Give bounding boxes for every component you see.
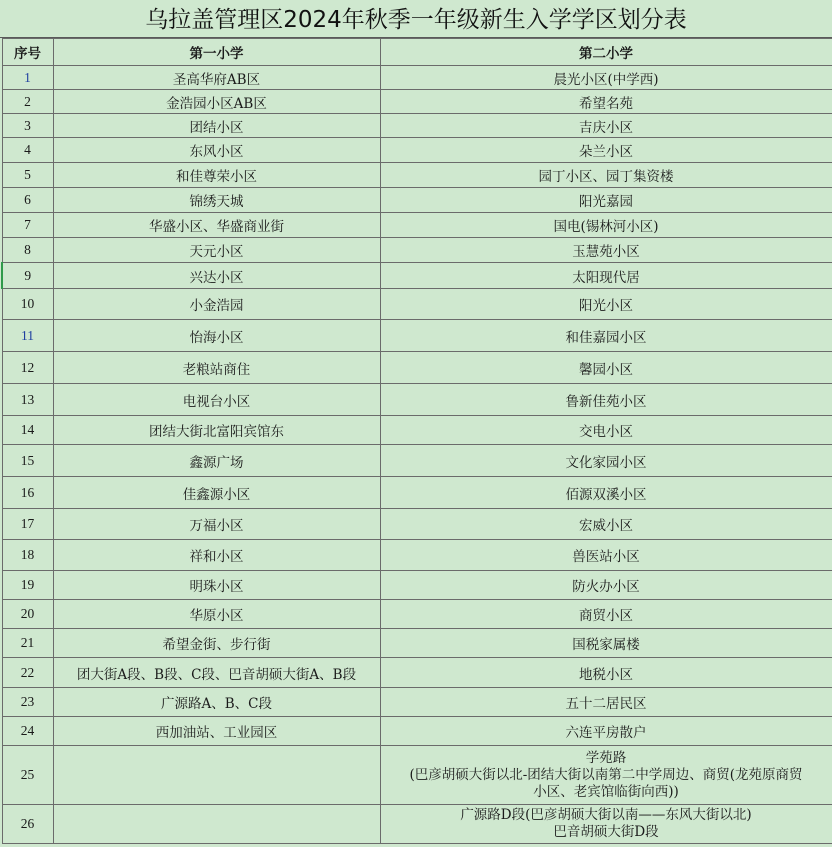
cell-school1[interactable]: 团结小区	[53, 114, 380, 138]
cell-school2[interactable]: 阳光小区	[380, 289, 832, 320]
table-row	[2, 805, 832, 844]
district-table	[1, 38, 832, 844]
cell-school1[interactable]: 广源路A、B、C段	[53, 688, 380, 717]
cell-no[interactable]: 15	[2, 445, 53, 477]
header-school2[interactable]: 第二小学	[380, 39, 832, 66]
cell-no[interactable]: 13	[2, 384, 53, 416]
table-row	[2, 600, 832, 629]
cell-school2[interactable]: 馨园小区	[380, 352, 832, 384]
cell-school2-line: 小区、老宾馆临街向西))	[533, 783, 679, 800]
cell-school1[interactable]: 金浩园小区AB区	[53, 90, 380, 114]
cell-no[interactable]: 26	[2, 805, 53, 844]
cell-school1[interactable]: 和佳尊荣小区	[53, 163, 380, 188]
cell-school1[interactable]: 怡海小区	[53, 320, 380, 352]
cell-school1[interactable]: 东风小区	[53, 138, 380, 163]
table-row	[2, 717, 832, 746]
cell-no[interactable]: 2	[2, 90, 53, 114]
cell-no[interactable]: 14	[2, 416, 53, 445]
table-row	[2, 114, 832, 138]
cell-school1[interactable]: 佳鑫源小区	[53, 477, 380, 509]
cell-school1[interactable]: 鑫源广场	[53, 445, 380, 477]
cell-no[interactable]: 4	[2, 138, 53, 163]
table-row	[2, 445, 832, 477]
cell-school2[interactable]	[380, 746, 832, 805]
cell-school1[interactable]: 兴达小区	[53, 263, 380, 289]
cell-school2[interactable]: 朵兰小区	[380, 138, 832, 163]
cell-school2[interactable]: 宏威小区	[380, 509, 832, 540]
table-row	[2, 66, 832, 90]
table-row	[2, 138, 832, 163]
cell-school1[interactable]: 万福小区	[53, 509, 380, 540]
cell-no[interactable]: 6	[2, 188, 53, 213]
cell-school2-line: 广源路D段(巴彦胡硕大街以南——东风大街以北)	[460, 807, 752, 823]
cell-school1[interactable]: 明珠小区	[53, 571, 380, 600]
cell-no[interactable]: 25	[2, 746, 53, 805]
cell-no[interactable]: 11	[2, 320, 53, 352]
cell-school1[interactable]: 华盛小区、华盛商业街	[53, 213, 380, 238]
cell-school1[interactable]: 祥和小区	[53, 540, 380, 571]
cell-no[interactable]: 8	[2, 238, 53, 263]
table-row	[2, 384, 832, 416]
cell-school1[interactable]: 西加油站、工业园区	[53, 717, 380, 746]
table-row	[2, 477, 832, 509]
cell-school1[interactable]: 老粮站商住	[53, 352, 380, 384]
cell-school2[interactable]	[380, 805, 832, 844]
table-row	[2, 509, 832, 540]
cell-no[interactable]: 7	[2, 213, 53, 238]
cell-school1[interactable]	[53, 746, 380, 805]
cell-school2[interactable]: 五十二居民区	[380, 688, 832, 717]
sheet-title: 乌拉盖管理区2024年秋季一年级新生入学学区划分表	[0, 0, 832, 38]
table-row	[2, 188, 832, 213]
cell-no[interactable]: 22	[2, 658, 53, 688]
cell-no[interactable]: 18	[2, 540, 53, 571]
cell-school2[interactable]: 文化家园小区	[380, 445, 832, 477]
table-row	[2, 688, 832, 717]
cell-school1[interactable]: 小金浩园	[53, 289, 380, 320]
cell-school2[interactable]: 佰源双溪小区	[380, 477, 832, 509]
cell-school2-line: 学苑路	[585, 749, 627, 766]
cell-school2[interactable]: 太阳现代居	[380, 263, 832, 289]
cell-school2[interactable]: 玉慧苑小区	[380, 238, 832, 263]
cell-no[interactable]: 23	[2, 688, 53, 717]
cell-school2[interactable]: 阳光嘉园	[380, 188, 832, 213]
cell-school1[interactable]: 锦绣天城	[53, 188, 380, 213]
cell-no[interactable]: 20	[2, 600, 53, 629]
cell-school1[interactable]	[53, 805, 380, 844]
table-row	[2, 90, 832, 114]
cell-school2[interactable]: 六连平房散户	[380, 717, 832, 746]
cell-no[interactable]: 17	[2, 509, 53, 540]
cell-school2[interactable]: 和佳嘉园小区	[380, 320, 832, 352]
cell-no[interactable]: 1	[2, 66, 53, 90]
table-row	[2, 629, 832, 658]
cell-no[interactable]: 12	[2, 352, 53, 384]
table-row	[2, 238, 832, 263]
cell-school1[interactable]: 希望金街、步行街	[53, 629, 380, 658]
table-row	[2, 658, 832, 688]
table-row	[2, 746, 832, 805]
table-row	[2, 540, 832, 571]
table-row	[2, 416, 832, 445]
cell-no[interactable]: 24	[2, 717, 53, 746]
header-school1[interactable]: 第一小学	[53, 39, 380, 66]
cell-school1[interactable]: 团结大街北富阳宾馆东	[53, 416, 380, 445]
cell-school2[interactable]: 希望名苑	[380, 90, 832, 114]
cell-school1[interactable]: 天元小区	[53, 238, 380, 263]
table-row	[2, 163, 832, 188]
cell-school2[interactable]: 地税小区	[380, 658, 832, 688]
cell-school2[interactable]: 晨光小区(中学西)	[380, 66, 832, 90]
header-row	[2, 39, 832, 66]
cell-no[interactable]: 16	[2, 477, 53, 509]
cell-school2[interactable]: 国税家属楼	[380, 629, 832, 658]
cell-school2-line: 巴音胡硕大街D段	[553, 824, 659, 840]
cell-school2[interactable]: 商贸小区	[380, 600, 832, 629]
table-row	[2, 320, 832, 352]
cell-no[interactable]: 10	[2, 289, 53, 320]
table-row	[2, 289, 832, 320]
cell-school1[interactable]: 团大街A段、B段、C段、巴音胡硕大街A、B段	[53, 658, 380, 688]
cell-no[interactable]: 19	[2, 571, 53, 600]
cell-school2[interactable]: 国电(锡林河小区)	[380, 213, 832, 238]
cell-school2[interactable]: 园丁小区、园丁集资楼	[380, 163, 832, 188]
cell-school2[interactable]: 防火办小区	[380, 571, 832, 600]
cell-school2[interactable]: 鲁新佳苑小区	[380, 384, 832, 416]
table-row	[2, 571, 832, 600]
table-row	[2, 352, 832, 384]
table-row	[2, 213, 832, 238]
cell-school1[interactable]: 华原小区	[53, 600, 380, 629]
cell-no[interactable]: 5	[2, 163, 53, 188]
cell-no[interactable]: 9	[2, 263, 53, 289]
cell-school2-line: (巴彦胡硕大街以北-团结大街以南第二中学周边、商贸(龙苑原商贸	[409, 766, 803, 783]
table-row	[2, 263, 832, 289]
cell-school1[interactable]: 圣高华府AB区	[53, 66, 380, 90]
cell-school2[interactable]: 交电小区	[380, 416, 832, 445]
cell-school1[interactable]: 电视台小区	[53, 384, 380, 416]
cell-no[interactable]: 21	[2, 629, 53, 658]
cell-school2[interactable]: 吉庆小区	[380, 114, 832, 138]
header-no[interactable]: 序号	[2, 39, 53, 66]
cell-no[interactable]: 3	[2, 114, 53, 138]
cell-school2[interactable]: 兽医站小区	[380, 540, 832, 571]
